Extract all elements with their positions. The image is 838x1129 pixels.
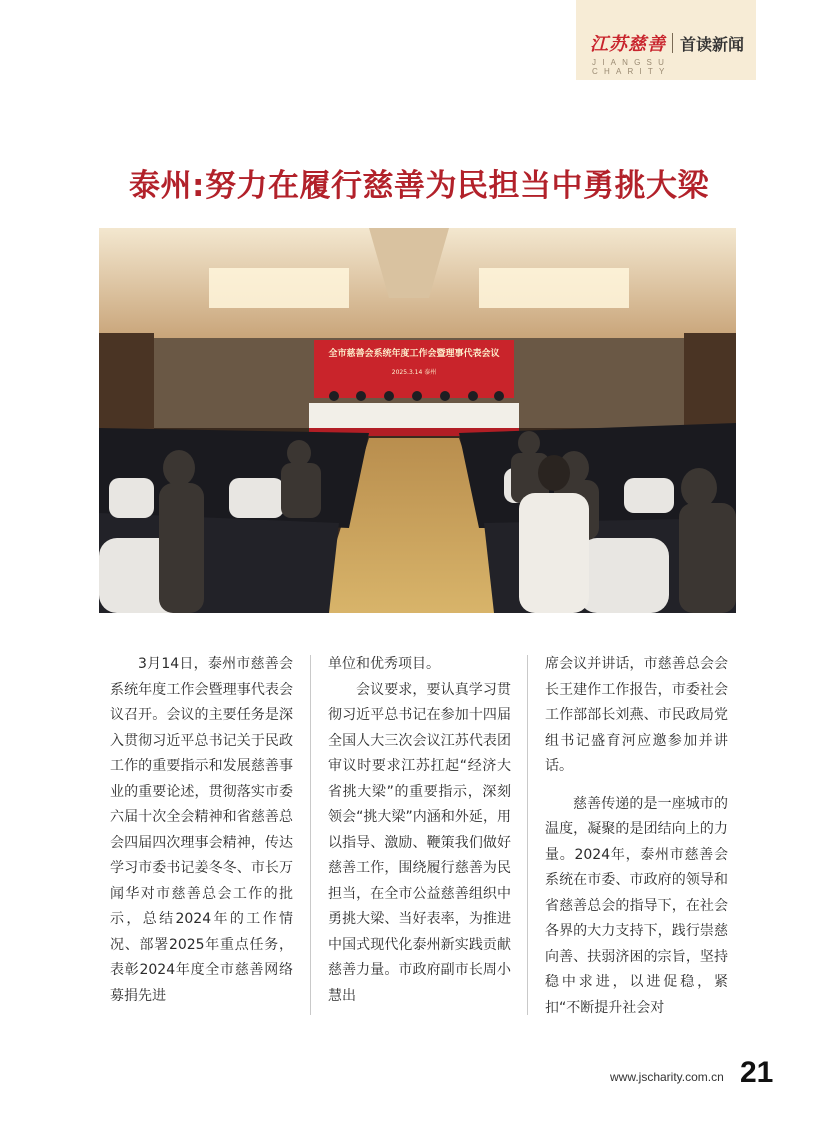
paragraph-3: 慈善传递的是一座城市的温度，凝聚的是团结向上的力量。2024年，泰州市慈善会系统在市委、市政府的领导和省慈善总会的指导下，在社会各界的大力支持下，践行崇慈向善、扶弱济困的宗旨，坚持稳中求进，以进促稳，紧扣“不断提升社会对: [545, 795, 728, 1016]
header-divider: [672, 33, 673, 53]
magazine-subtitle: JIANGSU CHARITY: [592, 58, 671, 76]
article-photo: [99, 228, 736, 613]
paragraph-1: 3月14日，泰州市慈善会系统年度工作会暨理事代表会议召开。会议的主要任务是深入贯彻习近平总书记关于民政工作的重要指示和发展慈善事业的重要论述，贯彻落实市委六届十次全会精神和省慈善总会四届四次理事会精神，传达学习市委书记姜冬冬、市长万闻华对市慈善总会工作的批示，总结2024年的工作情况、部署2025年重点任务，表彰2024年度全市慈善网络募捐先进: [110, 656, 293, 1004]
paragraph-2: 会议要求，要认真学习贯彻习近平总书记在参加十四届全国人大三次会议江苏代表团审议时要求江苏扛起“经济大省挑大梁”的重要指示，深刻领会“挑大梁”内涵和外延，用以指导、激励、鞭策我们做好慈善工作，围绕履行慈善为民担当，在全市公益慈善组织中勇挑大梁、当好表率，为推进中国式现代化泰州新实践贡献慈善力量。市政府副市长周小慧出: [328, 681, 511, 1004]
page-number: 21: [740, 1056, 774, 1089]
column-3: [545, 652, 728, 1021]
banner-text: 全市慈善会系统年度工作会暨理事代表会议: [328, 349, 500, 359]
column-divider: [310, 655, 311, 1015]
column-divider: [527, 655, 528, 1015]
banner-date: 2025.3.14 泰州: [391, 369, 437, 376]
footer-url: www.jscharity.com.cn: [610, 1070, 724, 1084]
magazine-logo: 江苏慈善: [590, 34, 666, 55]
article-title: 泰州:努力在履行慈善为民担当中勇挑大梁: [129, 168, 709, 204]
paragraph-2-continued: 席会议并讲话，市慈善总会会长王建作工作报告，市委社会工作部部长刘燕、市民政局党组书记盛育河应邀参加并讲话。: [545, 656, 728, 774]
column-2: [328, 652, 511, 1009]
column-1: [110, 652, 293, 1009]
header-badge: [576, 0, 756, 80]
section-name: 首读新闻: [680, 35, 745, 54]
paragraph-1-continued: 单位和优秀项目。: [328, 656, 440, 672]
